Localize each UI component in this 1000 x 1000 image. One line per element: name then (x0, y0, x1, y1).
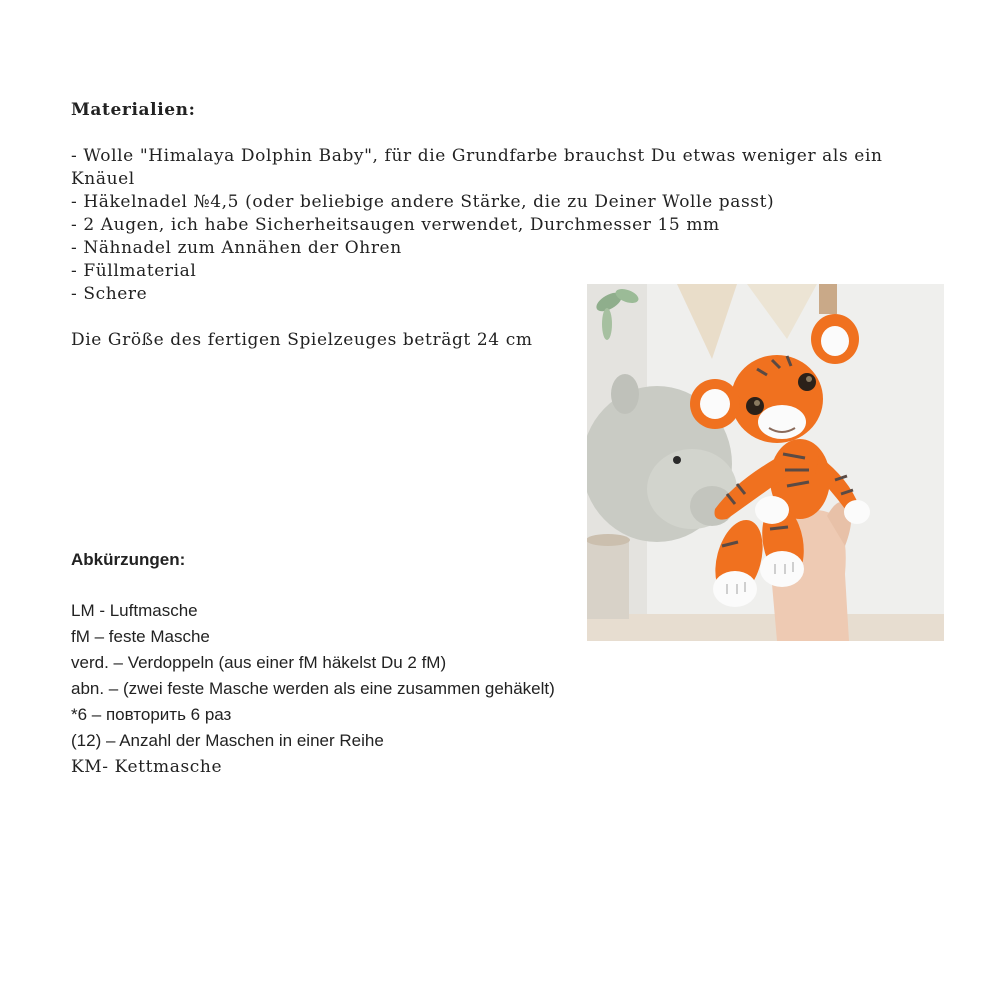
abbreviation-item: abn. – (zwei feste Masche werden als eine zusammen gehäkelt) (71, 679, 555, 698)
abbreviation-item: fM – feste Masche (71, 627, 210, 646)
abbreviations-list (71, 598, 555, 754)
materials-item: - Häkelnadel №4,5 (oder beliebige andere Stärke, die zu Deiner Wolle passt) (71, 192, 775, 212)
abbreviation-item-km: KM- Kettmasche (71, 757, 223, 777)
tiger-toy-photo (587, 284, 944, 641)
abbreviation-item: LM - Luftmasche (71, 601, 198, 620)
abbreviations-heading: Abkürzungen: (71, 550, 186, 569)
materials-item: - 2 Augen, ich habe Sicherheitsaugen verwendet, Durchmesser 15 mm (71, 215, 720, 235)
materials-item: - Nähnadel zum Annähen der Ohren (71, 238, 402, 258)
tiger-toy-illustration (587, 284, 944, 641)
materials-item: - Schere (71, 284, 148, 304)
materials-heading: Materialien: (71, 100, 196, 120)
abbreviation-item: *6 – повторить 6 раз (71, 705, 232, 724)
abbreviation-item: (12) – Anzahl der Maschen in einer Reihe (71, 731, 384, 750)
abbreviation-item: verd. – Verdoppeln (aus einer fM häkelst Du 2 fM) (71, 653, 447, 672)
materials-item: - Füllmaterial (71, 261, 197, 281)
size-note: Die Größe des fertigen Spielzeuges beträgt 24 cm (71, 330, 533, 350)
materials-list (71, 145, 941, 306)
materials-item: - Wolle "Himalaya Dolphin Baby", für die Grundfarbe brauchst Du etwas weniger als ein Knäuel (71, 146, 883, 189)
